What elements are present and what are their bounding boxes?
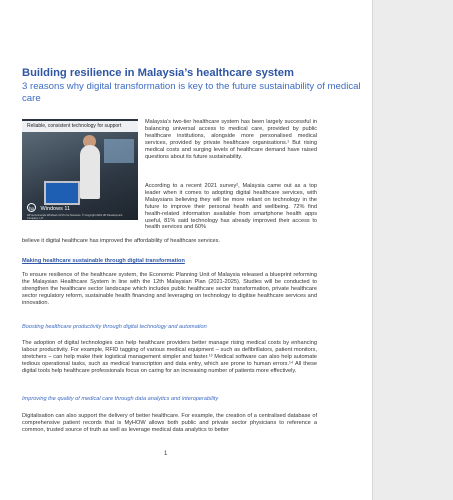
productivity-paragraph: The adoption of digital technologies can help healthcare providers better manage rising medical costs by enhancing labour productivity. For example, RFID tagging of various medical equipment – such as defibrillators, patient monitors, stretchers – can help make their logistical management simpler and faster.¹³ Medical software can also help automate tedious operational tasks, such as medical transcription and data entry, which are prone to human errors.¹⁴ All these digital tools help healthcare professionals focus on caring for an increasing number of patients more effectively. [22, 340, 317, 374]
document-subtitle: 3 reasons why digital transformation is key to the future sustainability of medical care [22, 81, 361, 104]
intro-paragraph: Malaysia’s two-tier healthcare system has been largely successful in balancing universal access to medical care, provided by public healthcare institutions, alongside more personalised medical services, provided by private healthcare organisations.¹ But rising medical costs and surging levels of healthcare demand have raised questions about its future sustainability. [145, 119, 317, 160]
section-heading: Making healthcare sustainable through digital transformation [22, 258, 185, 264]
image-laptop [44, 181, 80, 205]
survey-paragraph: According to a recent 2021 survey², Malaysia came out as a top leader when it comes to adopting digital healthcare services, with Malaysians believing they will be more reliant on technology in the future to improve their personal health and wellbeing. 72% find health-related information available from smartphone health apps useful, 81% said technology has already improved their access to health services and 60% [145, 183, 317, 231]
image-doctor [80, 145, 100, 199]
document-title: Building resilience in Malaysia’s healthcare system [22, 67, 294, 79]
image-legal-text: HP recommends Windows 11 Pro for business. © Copyright 2022 HP Development Company, L.P. [27, 214, 123, 220]
windows-logo: Windows 11 [40, 206, 71, 212]
section-paragraph: To ensure resilience of the healthcare system, the Economic Planning Unit of Malaysia released a blueprint reforming the Malaysian Healthcare System in line with the 12th Malaysian Plan (2021-2025). Studies will be conducted to strengthen the healthcare sector landscape which includes public healthcare sector transformation, private healthcare sector regulatory reform, sustainable health financing and leveraging on technology to digitise healthcare services and innovation. [22, 272, 317, 306]
survey-paragraph-continued: believe it digital healthcare has improved the affordability of healthcare services. [22, 238, 220, 244]
image-logos [27, 203, 70, 212]
article-image [22, 119, 138, 220]
subheading-quality: Improving the quality of medical care through data analytics and interoperability [22, 396, 219, 402]
image-window [104, 139, 134, 163]
hp-logo-icon: hp [27, 203, 36, 212]
subheading-productivity: Boosting healthcare productivity through digital technology and automation [22, 324, 207, 330]
comments-sidebar [372, 0, 453, 500]
quality-paragraph: Digitalisation can also support the delivery of better healthcare. For example, the creation of a centralised database of comprehensive patient records that is MyHOW allows both public and private sector physicians to reference a common, trusted source of truth as well as leverage medical data analytics to better [22, 413, 317, 433]
image-banner-text: Reliable, consistent technology for support [22, 121, 138, 132]
page-number: 1 [164, 451, 168, 457]
